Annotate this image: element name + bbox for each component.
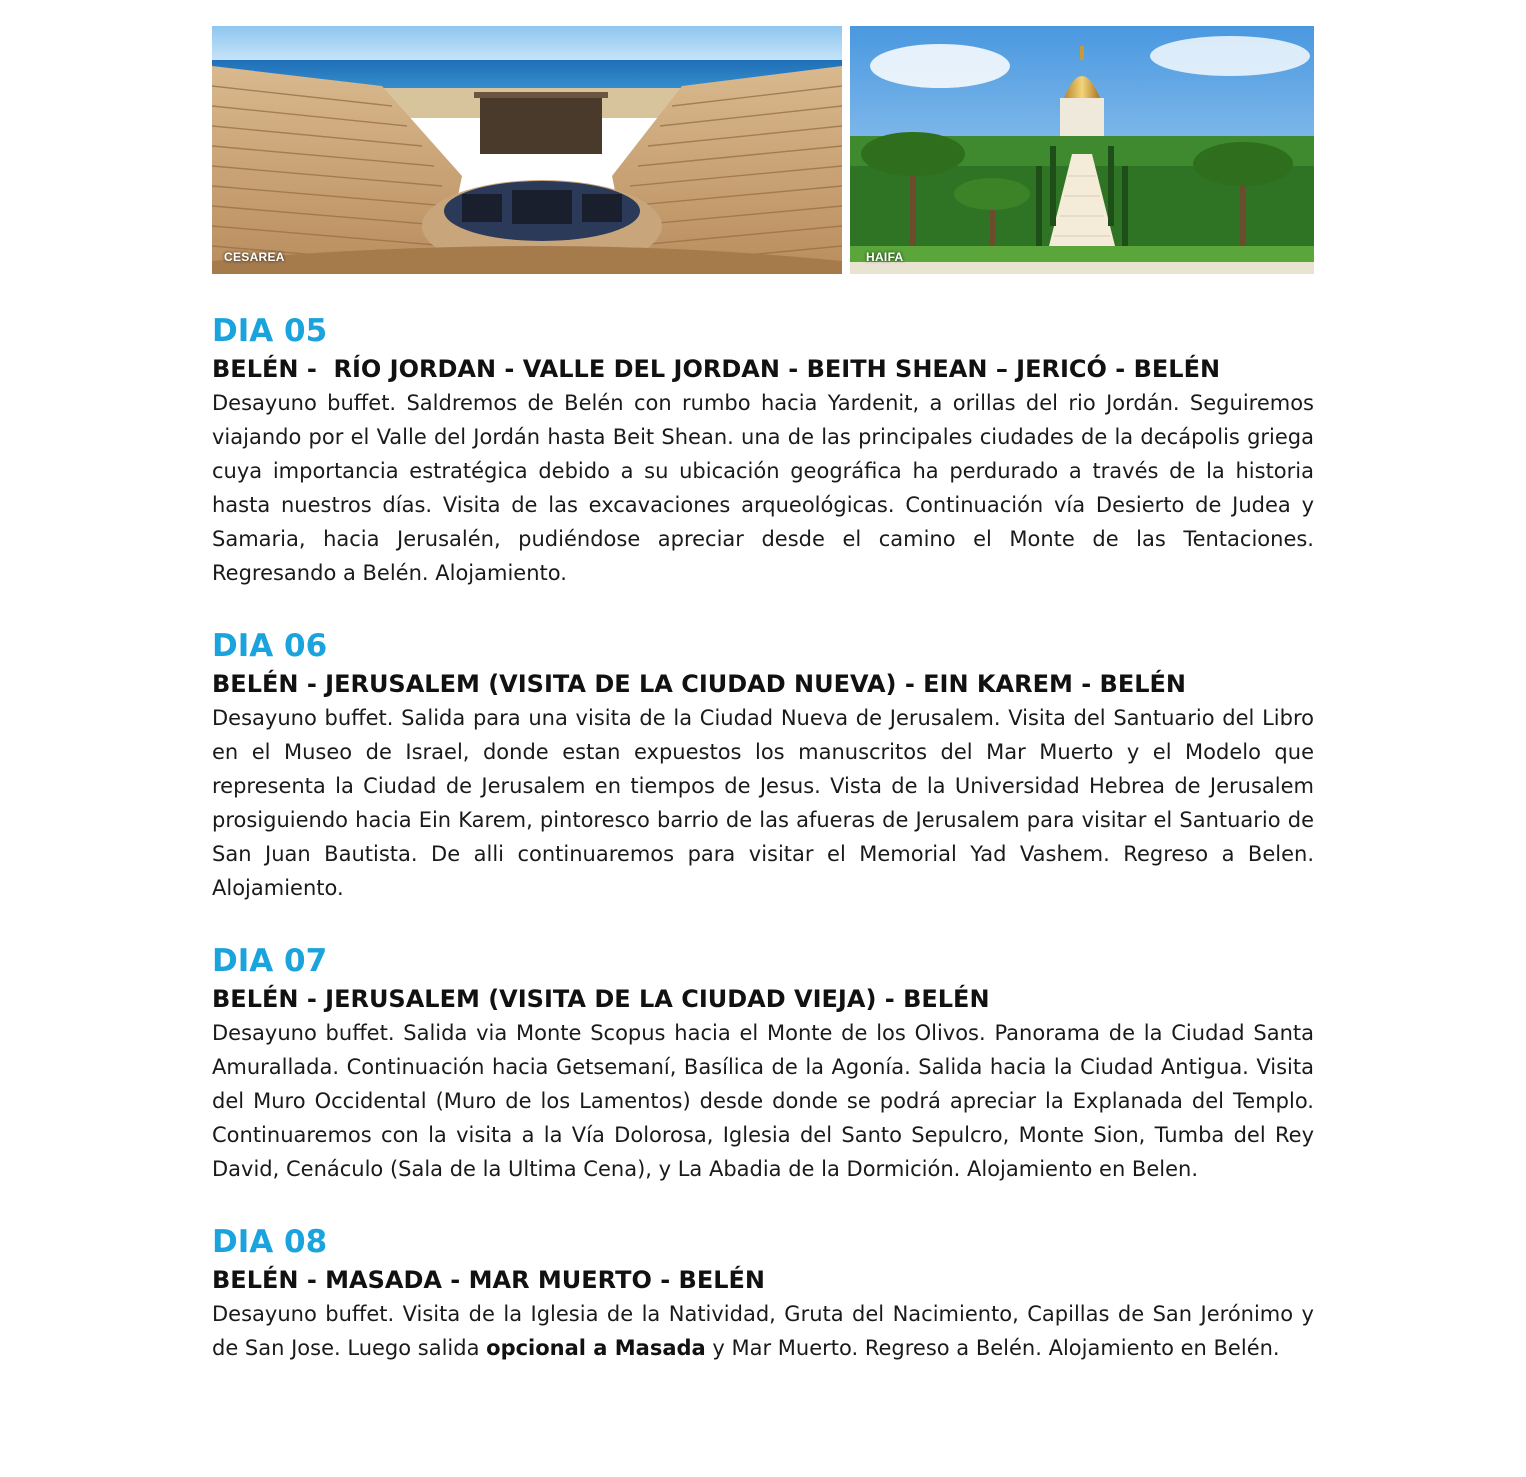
day-description [212,1297,1314,1365]
day-section-08 [212,1223,1314,1365]
itinerary [212,312,1314,1402]
day-description: Desayuno buffet. Salida via Monte Scopus hacia el Monte de los Olivos. Panorama de la Ciudad Santa Amurallada. Continuación hacia Getsemaní, Basílica de la Agonía. Salida hacia la Ciudad Antigua. Visita del Muro Occidental (Muro de los Lamentos) desde donde se podrá apreciar la Explanada del Templo. Continuaremos con la visita a la Vía Dolorosa, Iglesia del Santo Sepulcro, Monte Sion, Tumba del Rey David, Cenáculo (Sala de la Ultima Cena), y La Abadia de la Dormición. Alojamiento en Belen. [212,1021,1314,1181]
day-description: Desayuno buffet. Salida para una visita de la Ciudad Nueva de Jerusalem. Visita del Santuario del Libro en el Museo de Israel, donde estan expuestos los manuscritos del Mar Muerto y el Modelo que representa la Ciudad de Jerusalem en tiempos de Jesus. Vista de la Universidad Hebrea de Jerusalem prosiguiendo hacia Ein Karem, pintoresco barrio de las afueras de Jerusalem para visitar el Santuario de San Juan Bautista. De alli continuaremos para visitar el Memorial Yad Vashem. Regreso a Belen. Alojamiento. [212,706,1314,900]
day-number: DIA 07 [212,943,328,979]
day-route: BELÉN - MASADA - MAR MUERTO - BELÉN [212,1266,765,1294]
day-route: BELÉN - JERUSALEM (VISITA DE LA CIUDAD VIEJA) - BELÉN [212,985,990,1013]
day-route: BELÉN - RÍO JORDAN - VALLE DEL JORDAN - BEITH SHEAN – JERICÓ - BELÉN [212,355,1221,383]
day-section-06 [212,627,1314,905]
day-number: DIA 05 [212,313,328,349]
amphitheater-image [212,26,842,274]
photo-caption-haifa: HAIFA [866,250,904,264]
day-description-end: y Mar Muerto. Regreso a Belén. Alojamiento en Belén. [705,1336,1280,1360]
photo-haifa [850,26,1314,274]
day-section-05 [212,312,1314,590]
day-number: DIA 06 [212,628,328,664]
day-number: DIA 08 [212,1224,328,1260]
day-description: Desayuno buffet. Saldremos de Belén con rumbo hacia Yardenit, a orillas del rio Jordán. Seguiremos viajando por el Valle del Jordán hasta Beit Shean. una de las principales ciudades de la decápolis griega cuya importancia estratégica debido a su ubicación geográfica ha perdurado a través de la historia hasta nuestros días. Visita de las excavaciones arqueológicas. Continuación vía Desierto de Judea y Samaria, hacia Jerusalén, pudiéndose apreciar desde el camino el Monte de las Tentaciones. Regresando a Belén. Alojamiento. [212,391,1314,585]
photo-cesarea [212,26,842,274]
photo-caption-cesarea: CESAREA [224,250,285,264]
day-section-07 [212,942,1314,1186]
day-route: BELÉN - JERUSALEM (VISITA DE LA CIUDAD NUEVA) - EIN KAREM - BELÉN [212,670,1186,698]
day-description-start: Desayuno buffet. Visita de la Iglesia de la Natividad, Gruta del Nacimiento, Capillas de San Jerónimo y de San Jose. Luego salida [212,1302,1314,1360]
optional-excursion: opcional a Masada [486,1336,706,1360]
photo-strip [212,26,1314,274]
gardens-image [850,26,1314,274]
